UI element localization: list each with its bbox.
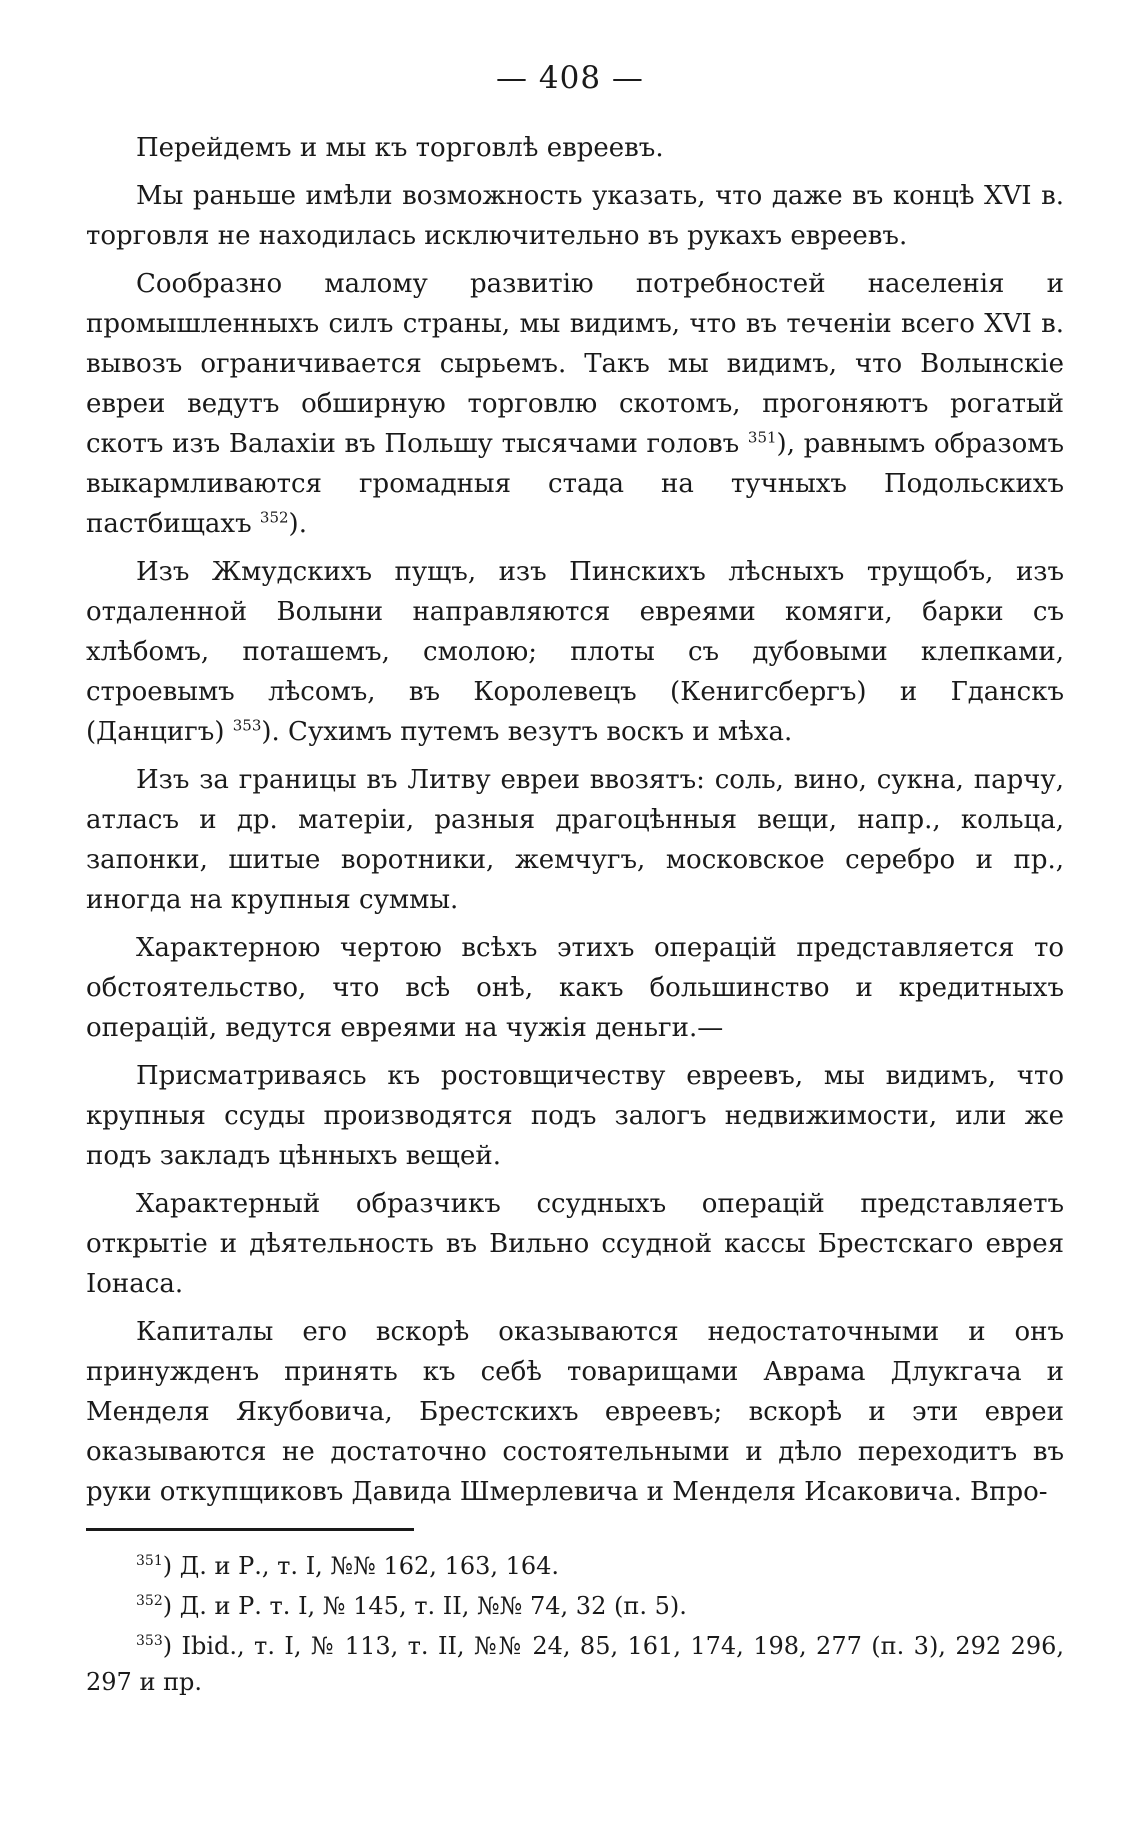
paragraph-4: Изъ Жмудскихъ пущъ, изъ Пинскихъ лѣсныхъ трущобъ, изъ отдаленной Волыни направляются евреями комяги, барки съ хлѣбомъ, поташемъ, смолою; плоты съ дубовыми клепками, строевымъ лѣсомъ, въ Королевецъ (Кенигсбергъ) и Гданскъ (Данцигъ) $^{353}$). Сухимъ путемъ везутъ воскъ и мѣха. <box>86 557 1064 747</box>
paragraph-5: Изъ за границы въ Литву евреи ввозятъ: соль, вино, сукна, парчу, атласъ и др. матеріи, разныя драгоцѣнныя вещи, напр., кольца, запонки, шитые воротники, жемчугъ, московское серебро и пр., иногда на крупныя суммы. <box>86 765 1064 915</box>
paragraph-7: Присматриваясь къ ростовщичеству евреевъ, мы видимъ, что крупныя ссуды производятся подъ залогъ недвижимости, или же подъ закладъ цѣнныхъ вещей. <box>86 1061 1064 1171</box>
body-text <box>86 128 1064 1520</box>
paragraph-1: Перейдемъ и мы къ торговлѣ евреевъ. <box>136 133 664 163</box>
footnote-divider <box>86 1528 414 1531</box>
footnote-351: $^{351}$) Д. и Р., т. I, №№ 162, 163, 164. <box>136 1552 560 1580</box>
paragraph-9: Капиталы его вскорѣ оказываются недостаточными и онъ принужденъ принять къ себѣ товарищами Аврама Длукгача и Менделя Якубовича, Брестскихъ евреевъ; вскорѣ и эти евреи оказываются не достаточно состоятельными и дѣло переходитъ въ руки откупщиковъ Давида Шмерлевича и Менделя Исаковича. Впро- <box>86 1317 1064 1507</box>
page-number: — 408 — <box>496 60 644 96</box>
footnote-353: $^{353}$) Ibid., т. I, № 113, т. II, №№ 24, 85, 161, 174, 198, 277 (п. 3), 292 296, 297 и пр. <box>86 1632 1064 1696</box>
paragraph-3: Сообразно малому развитію потребностей населенія и промышленныхъ силъ страны, мы видимъ, что въ теченіи всего XVI в. вывозъ ограничивается сырьемъ. Такъ мы видимъ, что Волынскіе евреи ведутъ обширную торговлю скотомъ, прогоняютъ рогатый скотъ изъ Валахіи въ Польшу тысячами головъ $^{351}$), равнымъ образомъ выкармливаются громадныя стада на тучныхъ Подольскихъ пастбищахъ $^{352}$). <box>86 269 1064 539</box>
footnote-352: $^{352}$) Д. и Р. т. I, № 145, т. II, №№ 74, 32 (п. 5). <box>136 1592 687 1620</box>
paragraph-8: Характерный образчикъ ссудныхъ операцій представляетъ открытіе и дѣятельность въ Вильно ссудной кассы Брестскаго еврея Іонаса. <box>86 1189 1064 1299</box>
footnotes <box>86 1548 1064 1704</box>
paragraph-6: Характерною чертою всѣхъ этихъ операцій представляется то обстоятельство, что всѣ онѣ, какъ большинство и кредитныхъ операцій, ведутся евреями на чужія деньги.— <box>86 933 1064 1043</box>
footnote-ref-352[interactable]: 352 <box>259 508 289 527</box>
footnote-ref-353[interactable]: 353 <box>232 716 262 735</box>
footnote-ref-351[interactable]: 351 <box>747 428 777 447</box>
paragraph-2: Мы раньше имѣли возможность указать, что даже въ концѣ XVI в. торговля не находилась исключительно въ рукахъ евреевъ. <box>86 181 1064 251</box>
